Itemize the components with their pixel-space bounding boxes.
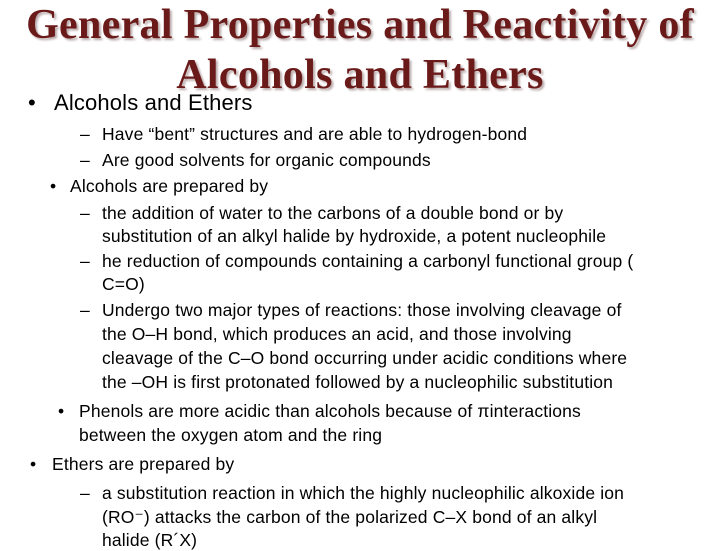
- dash-marker: –: [80, 300, 90, 320]
- bullet-phenols-line-2: between the oxygen atom and the ring: [79, 425, 383, 445]
- subitem-addition-water-line-1: the addition of water to the carbons of a double bond or by: [102, 203, 564, 223]
- subitem-reduction-line-2: C=O): [102, 274, 145, 294]
- dash-marker: –: [80, 150, 90, 170]
- slide-title-line-2: Alcohols and Ethers: [176, 52, 544, 98]
- subitem-substitution-line-2: (RO⁻) attacks the carbon of the polarized C–X bond of an alkyl: [102, 507, 598, 527]
- bullet-alcohols-prepared: Alcohols are prepared by: [70, 176, 269, 196]
- slide-title: [0, 0, 720, 100]
- subitem-good-solvents: Are good solvents for organic compounds: [102, 150, 431, 170]
- bullet-phenols-line-1: Phenols are more acidic than alcohols because of πinteractions: [79, 401, 581, 421]
- bullet-marker: •: [30, 454, 37, 474]
- bullet-marker: •: [28, 90, 36, 115]
- dash-marker: –: [80, 483, 90, 503]
- dash-marker: –: [80, 251, 90, 271]
- subitem-addition-water-line-2: substitution of an alkyl halide by hydroxide, a potent nucleophile: [102, 226, 607, 246]
- bullet-marker: •: [58, 401, 65, 421]
- slide-title-line-1: General Properties and Reactivity of: [26, 2, 694, 48]
- subitem-undergo-line-2: the O–H bond, which produces an acid, and those involving: [102, 324, 572, 344]
- dash-marker: –: [80, 124, 90, 144]
- bullet-ethers-prepared: Ethers are prepared by: [52, 454, 235, 474]
- subitem-reduction-line-1: he reduction of compounds containing a carbonyl functional group (: [102, 251, 634, 271]
- subitem-undergo-line-1: Undergo two major types of reactions: those involving cleavage of: [102, 300, 622, 320]
- subitem-bent-structures: Have “bent” structures and are able to hydrogen-bond: [102, 124, 528, 144]
- bullet-marker: •: [50, 176, 57, 196]
- subitem-undergo-line-4: the –OH is first protonated followed by a nucleophilic substitution: [102, 372, 614, 392]
- subitem-substitution-line-3: halide (R´X): [102, 530, 198, 550]
- subitem-substitution-line-1: a substitution reaction in which the highly nucleophilic alkoxide ion: [102, 483, 625, 503]
- subitem-undergo-line-3: cleavage of the C–O bond occurring under acidic conditions where: [102, 348, 628, 368]
- dash-marker: –: [80, 203, 90, 223]
- bullet-alcohols-and-ethers: Alcohols and Ethers: [54, 90, 253, 115]
